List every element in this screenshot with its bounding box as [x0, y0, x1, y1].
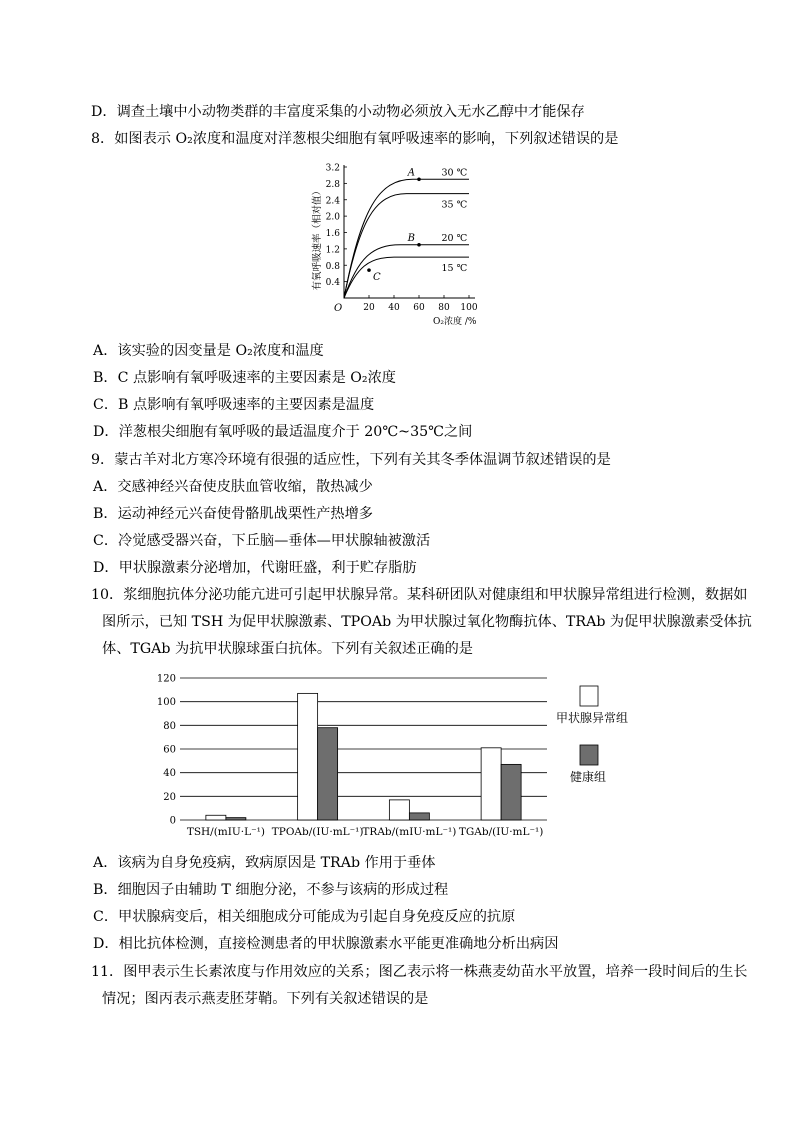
q11-stem-line2: 情况；图丙表示燕麦胚芽鞘。下列有关叙述错误的是 [102, 991, 429, 1007]
q8-option-d: D．洋葱根尖细胞有氧呼吸的最适温度介于 20℃~35℃之间 [93, 424, 473, 440]
chart1-point-label: B [407, 232, 415, 244]
chart2-bar [206, 815, 226, 820]
chart1-y-label: 有氧呼吸速率（相对值） [312, 185, 323, 291]
chart2-bar [481, 748, 501, 820]
chart1-point-label: C [373, 272, 381, 284]
chart1-series-label: 20 ℃ [441, 232, 468, 244]
chart2-legend-label: 甲状腺异常组 [556, 711, 629, 725]
chart2-y-tick-label: 80 [163, 720, 176, 732]
chart2-bar [318, 728, 338, 820]
chart2-category-label: TGAb/(IU·mL⁻¹) [458, 826, 544, 838]
chart1-x-tick-label: 20 [363, 303, 375, 313]
q10-option-b: B．细胞因子由辅助 T 细胞分泌，不参与该病的形成过程 [93, 882, 449, 898]
chart2-bar [298, 693, 318, 820]
chart1-x-tick-label: 100 [460, 303, 478, 313]
chart2-y-tick-label: 40 [163, 768, 176, 780]
chart2-y-tick-label: 20 [163, 791, 176, 803]
q10-stem-line2: 图所示，已知 TSH 为促甲状腺激素、TPOAb 为甲状腺过氧化物酶抗体、TRAb 为促甲状腺激素受体抗 [102, 614, 752, 630]
chart1-y-tick-label: 0.8 [325, 261, 340, 272]
chart1-x-tick-label: 40 [388, 303, 400, 313]
chart2-y-tick-label: 120 [156, 673, 176, 685]
chart2-y-tick-label: 60 [163, 744, 176, 756]
chart1-y-tick-label: 0.4 [325, 278, 340, 289]
q10-stem-line1: 10．浆细胞抗体分泌功能亢进可引起甲状腺异常。某科研团队对健康组和甲状腺异常组进行检测，数据如 [91, 587, 748, 603]
chart1-series-line [344, 245, 469, 298]
chart1-points [367, 167, 421, 283]
chart1-point-label: A [407, 167, 415, 179]
chart1-series-line [344, 194, 469, 298]
chart2-y-tick-label: 100 [156, 697, 176, 709]
chart1-series-line [344, 179, 469, 298]
chart1-point [417, 177, 421, 181]
chart2-bar [389, 800, 409, 820]
q9-stem: 9．蒙古羊对北方寒冷环境有很强的适应性，下列有关其冬季体温调节叙述错误的是 [91, 452, 611, 468]
chart1-axes [311, 165, 477, 327]
chart1-y-tick-label: 2.0 [325, 212, 340, 223]
q8-option-c: C．B 点影响有氧呼吸速率的主要因素是温度 [93, 397, 375, 413]
q10-option-d: D．相比抗体检测，直接检测患者的甲状腺激素水平能更准确地分析出病因 [93, 936, 559, 952]
chart1-y-tick-label: 1.6 [325, 229, 340, 239]
chart1-series-label: 30 ℃ [441, 167, 468, 179]
chart2-bar [501, 764, 521, 820]
q9-option-a: A．交感神经兴奋使皮肤血管收缩，散热减少 [93, 479, 373, 495]
chart1-axis-lines [344, 165, 475, 298]
q8-stem: 8．如图表示 O₂浓度和温度对洋葱根尖细胞有氧呼吸速率的影响，下列叙述错误的是 [91, 131, 619, 147]
chart2-legend-swatch [580, 745, 598, 765]
q10-option-c: C．甲状腺病变后，相关细胞成分可能成为引起自身免疫反应的抗原 [93, 909, 516, 925]
q10-stem-line3: 体、TGAb 为抗甲状腺球蛋白抗体。下列有关叙述正确的是 [102, 641, 473, 657]
chart2-category-label: TRAb/(mIU·mL⁻¹) [362, 826, 457, 838]
chart2-legend-swatch [580, 686, 598, 706]
chart1-point [417, 243, 421, 247]
chart1-x-tick-label: 80 [438, 303, 450, 313]
q11-stem-line1: 11．图甲表示生长素浓度与作用效应的关系；图乙表示将一株燕麦幼苗水平放置，培养一段时间后的生长 [91, 964, 748, 980]
chart2-bars [206, 693, 521, 820]
chart1-x-label: O₂浓度 /% [433, 317, 477, 327]
q9-option-b: B．运动神经元兴奋使骨骼肌战栗性产热增多 [93, 506, 373, 522]
chart2-y-tick-label: 0 [169, 815, 176, 827]
chart2-category-label: TSH/(mIU·L⁻¹) [186, 826, 265, 838]
chart1-y-tick-label: 3.2 [325, 163, 340, 174]
q9-option-c: C．冷觉感受器兴奋，下丘脑—垂体—甲状腺轴被激活 [93, 533, 431, 549]
q8-option-b: B．C 点影响有氧呼吸速率的主要因素是 O₂浓度 [93, 370, 396, 386]
chart1-ticks [326, 164, 478, 314]
q8-option-a: A．该实验的因变量是 O₂浓度和温度 [93, 343, 324, 359]
chart2-bar [409, 813, 429, 820]
q9-option-d: D．甲状腺激素分泌增加，代谢旺盛，利于贮存脂肪 [93, 560, 417, 576]
q10-option-a: A．该病为自身免疫病，致病原因是 TRAb 作用于垂体 [93, 855, 436, 871]
chart2-grid [157, 674, 547, 827]
chart2-bar [226, 818, 246, 820]
q7-option-d: D．调查土壤中小动物类群的丰富度采集的小动物必须放入无水乙醇中才能保存 [91, 104, 585, 120]
chart1-series-label: 35 ℃ [441, 199, 468, 211]
chart1-series-label: 15 ℃ [441, 263, 468, 275]
chart1-x-tick-label: 60 [413, 303, 425, 313]
chart1-y-tick-label: 1.2 [325, 245, 340, 256]
chart2-legend [556, 686, 628, 784]
chart1-series [344, 167, 469, 298]
chart1-y-tick-label: 2.8 [325, 179, 340, 190]
chart2-labels [187, 826, 544, 838]
chart1-y-tick-label: 2.4 [325, 196, 340, 207]
chart1-origin-label: O [334, 303, 343, 314]
chart1-point [367, 268, 371, 272]
chart2-legend-label: 健康组 [570, 770, 607, 784]
chart2-category-label: TPOAb/(IU·mL⁻¹) [271, 826, 364, 838]
chart1-series-line [344, 257, 469, 298]
